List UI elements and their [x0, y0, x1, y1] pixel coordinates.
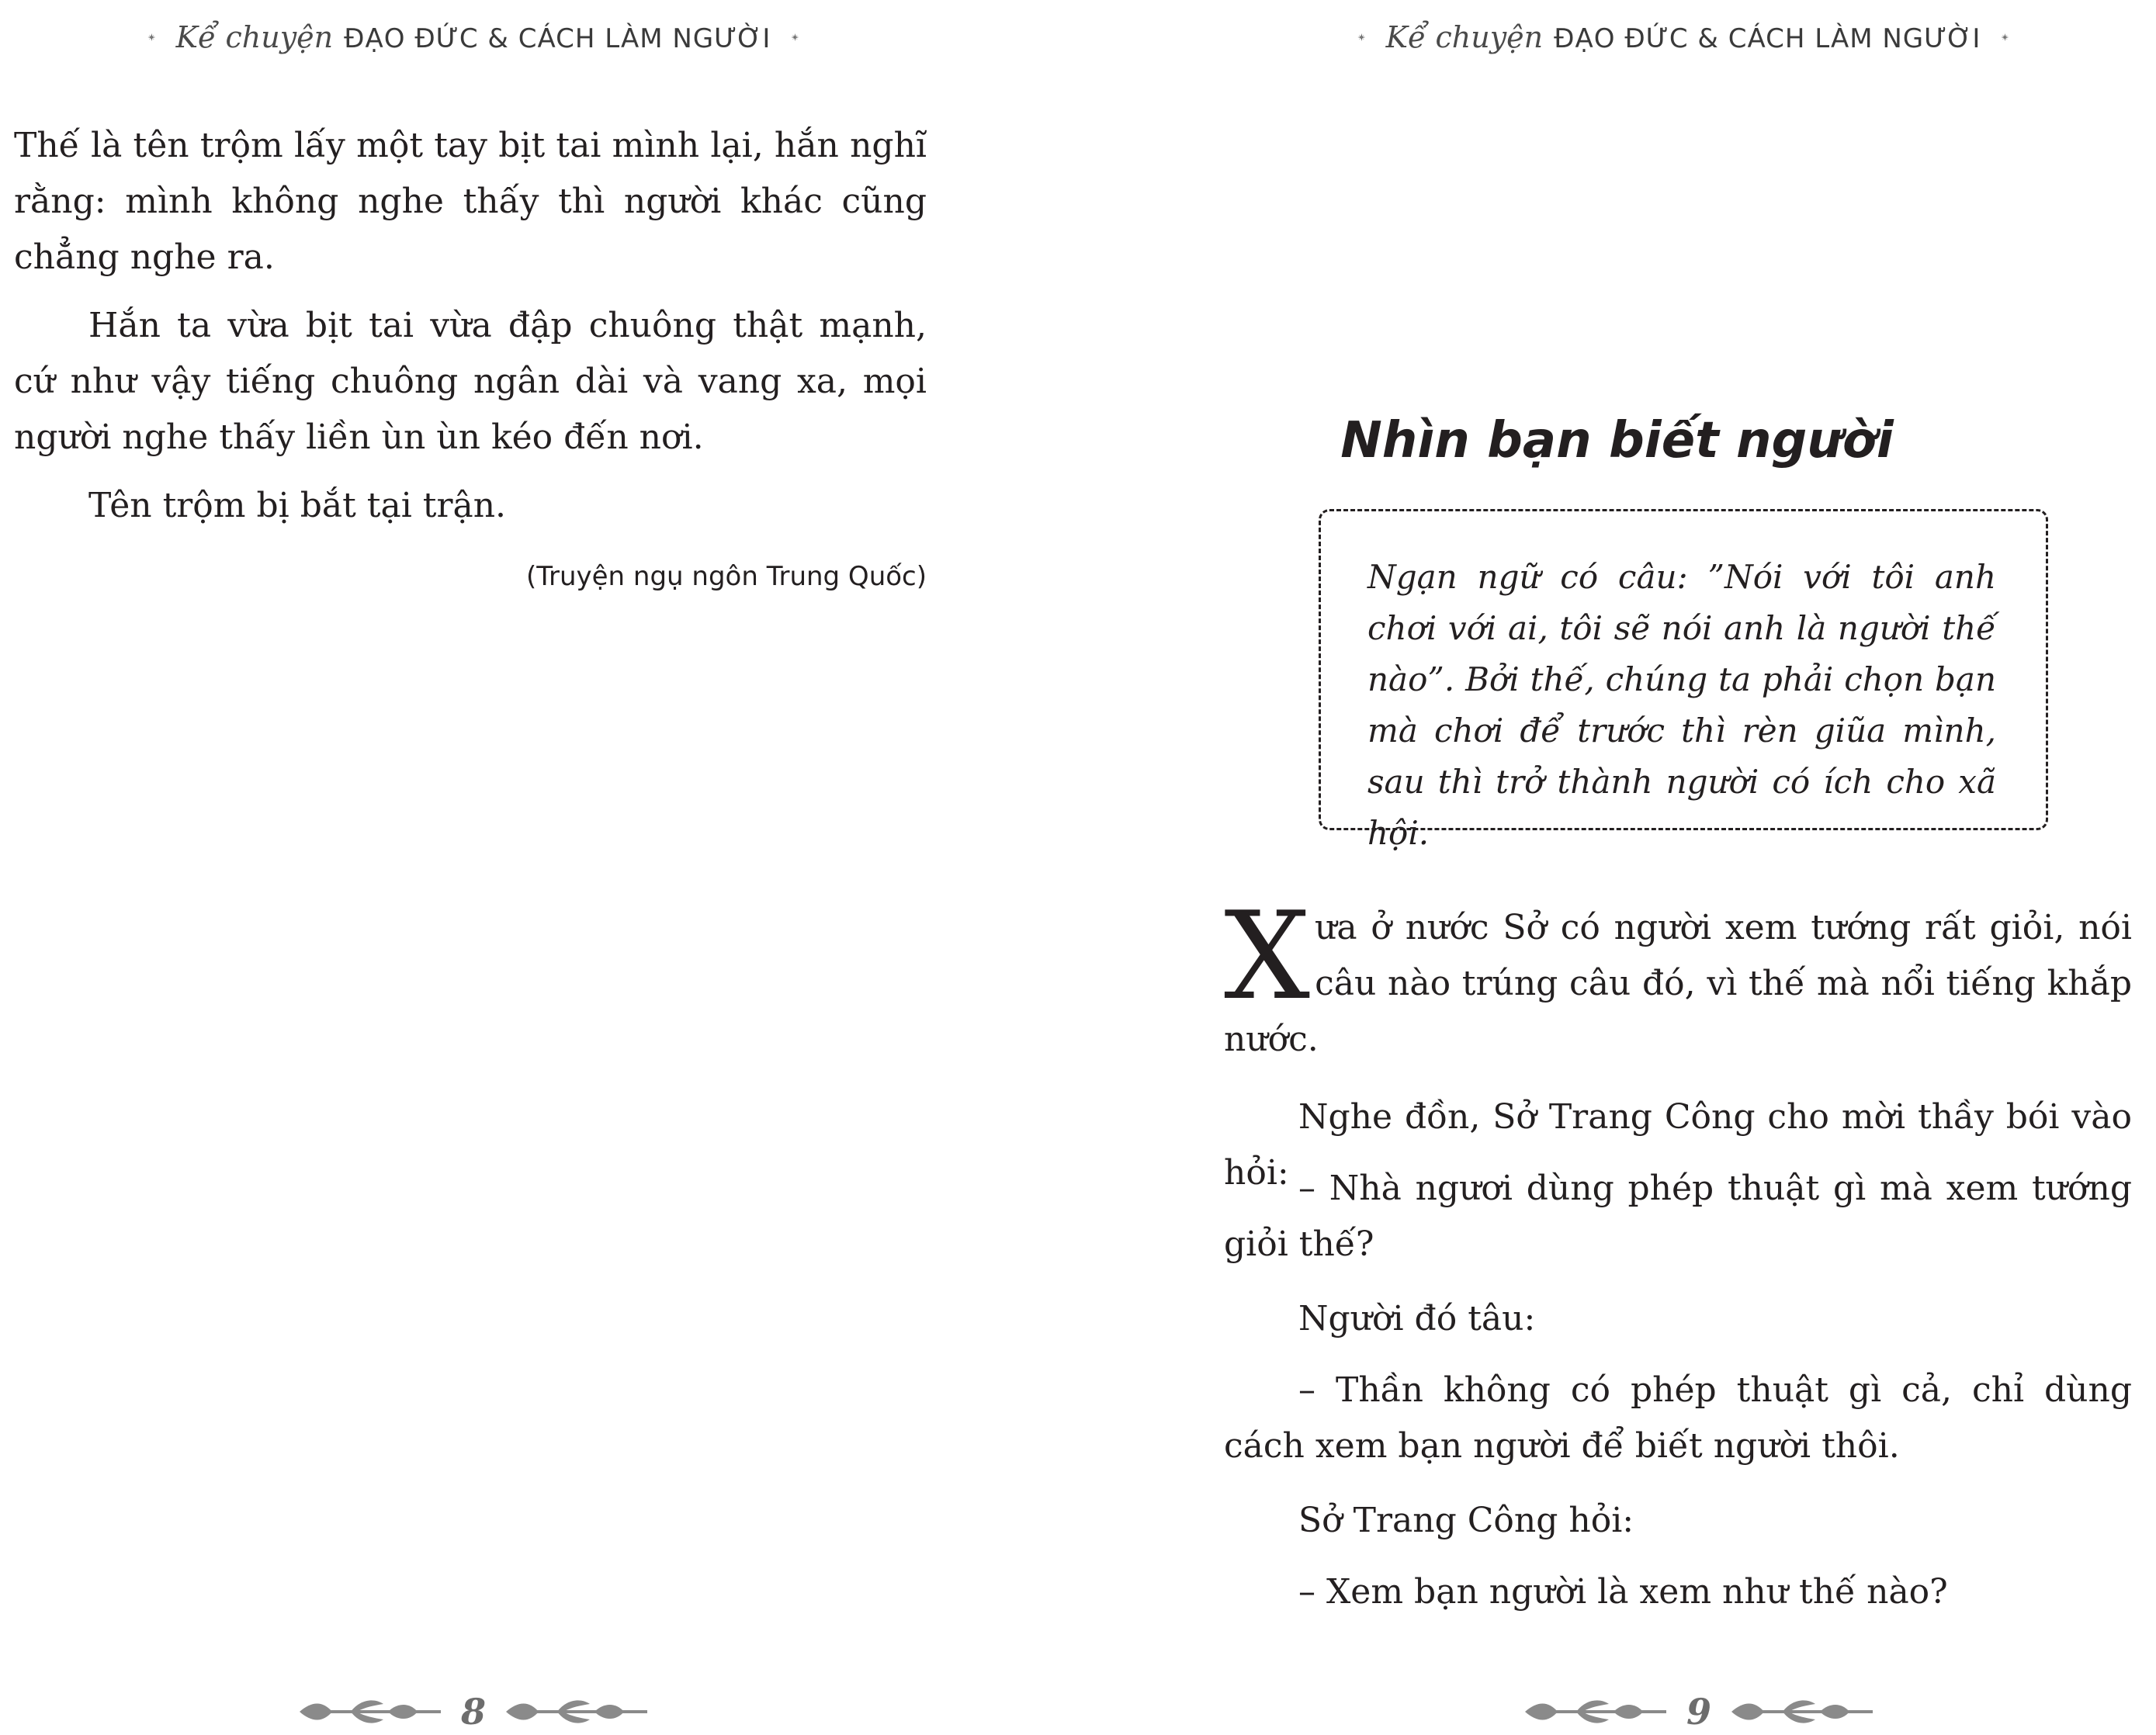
- paragraph: Người đó tâu:: [1298, 1299, 1536, 1338]
- paragraph: Thế là tên trộm lấy một tay bịt tai mình lại, hắn nghĩ rằng: mình không nghe thấy thì người khác cũng chẳng nghe ra.: [14, 126, 927, 277]
- book-title: [1386, 20, 1981, 54]
- paragraph: – Xem bạn người là xem như thế nào?: [1298, 1572, 1948, 1612]
- running-header: [1357, 14, 2009, 61]
- folio: [256, 1688, 691, 1735]
- floral-flourish-icon: [1522, 1696, 1669, 1727]
- book-title-caps: ĐẠO ĐỨC & CÁCH LÀM NGƯỜI: [1554, 23, 1981, 54]
- paragraph: Sở Trang Công hỏi:: [1298, 1501, 1634, 1540]
- quote-text: Ngạn ngữ có câu: ”Nói với tôi anh chơi với ai, tôi sẽ nói anh là người thế nào”. Bởi thế, chúng ta phải chọn bạn mà chơi để trước thì rèn giũa mình, sau thì trở thành người có ích cho xã hội.: [1367, 558, 1996, 852]
- story-title: Nhìn bạn biết người: [1340, 411, 1894, 469]
- left-page: [0, 0, 1078, 1733]
- four-point-star-ornament-icon: [147, 14, 156, 61]
- floral-flourish-icon: [503, 1696, 650, 1727]
- quote-box: [1319, 509, 2048, 852]
- paragraph: – Thần không có phép thuật gì cả, chỉ dùng cách xem bạn người để biết người thôi.: [1224, 1370, 2132, 1466]
- running-header: [147, 14, 799, 61]
- book-title-script: Kể chuyện: [1385, 20, 1544, 54]
- floral-flourish-icon: [1728, 1696, 1876, 1727]
- folio: [1482, 1688, 1916, 1735]
- book-title: [176, 20, 771, 54]
- page-number: 9: [1686, 1691, 1711, 1733]
- book-title-caps: ĐẠO ĐỨC & CÁCH LÀM NGƯỜI: [344, 23, 771, 54]
- paragraph: Tên trộm bị bắt tại trận.: [88, 486, 507, 525]
- story-source: (Truyện ngụ ngôn Trung Quốc): [525, 561, 927, 592]
- paragraph: – Nhà ngươi dùng phép thuật gì mà xem tướng giỏi thế?: [1224, 1169, 2132, 1264]
- floral-flourish-icon: [296, 1696, 444, 1727]
- four-point-star-ornament-icon: [1357, 14, 1366, 61]
- book-title-script: Kể chuyện: [175, 20, 334, 54]
- paragraph: Hắn ta vừa bịt tai vừa đập chuông thật mạnh, cứ như vậy tiếng chuông ngân dài và vang xa, mọi người nghe thấy liền ùn ùn kéo đến nơi.: [14, 306, 927, 457]
- four-point-star-ornament-icon: [2001, 14, 2009, 61]
- drop-cap: X: [1224, 885, 1311, 1027]
- right-page: [1078, 0, 2156, 1733]
- paragraph: Nghe đồn, Sở Trang Công cho mời thầy bói vào hỏi:: [1224, 1097, 2132, 1193]
- page-number: 8: [460, 1691, 486, 1733]
- paragraph: [1224, 885, 2132, 1068]
- first-paragraph-text: ưa ở nước Sở có người xem tướng rất giỏi, nói câu nào trúng câu đó, vì thế mà nổi tiếng khắp nước.: [1224, 908, 2132, 1059]
- four-point-star-ornament-icon: [791, 14, 799, 61]
